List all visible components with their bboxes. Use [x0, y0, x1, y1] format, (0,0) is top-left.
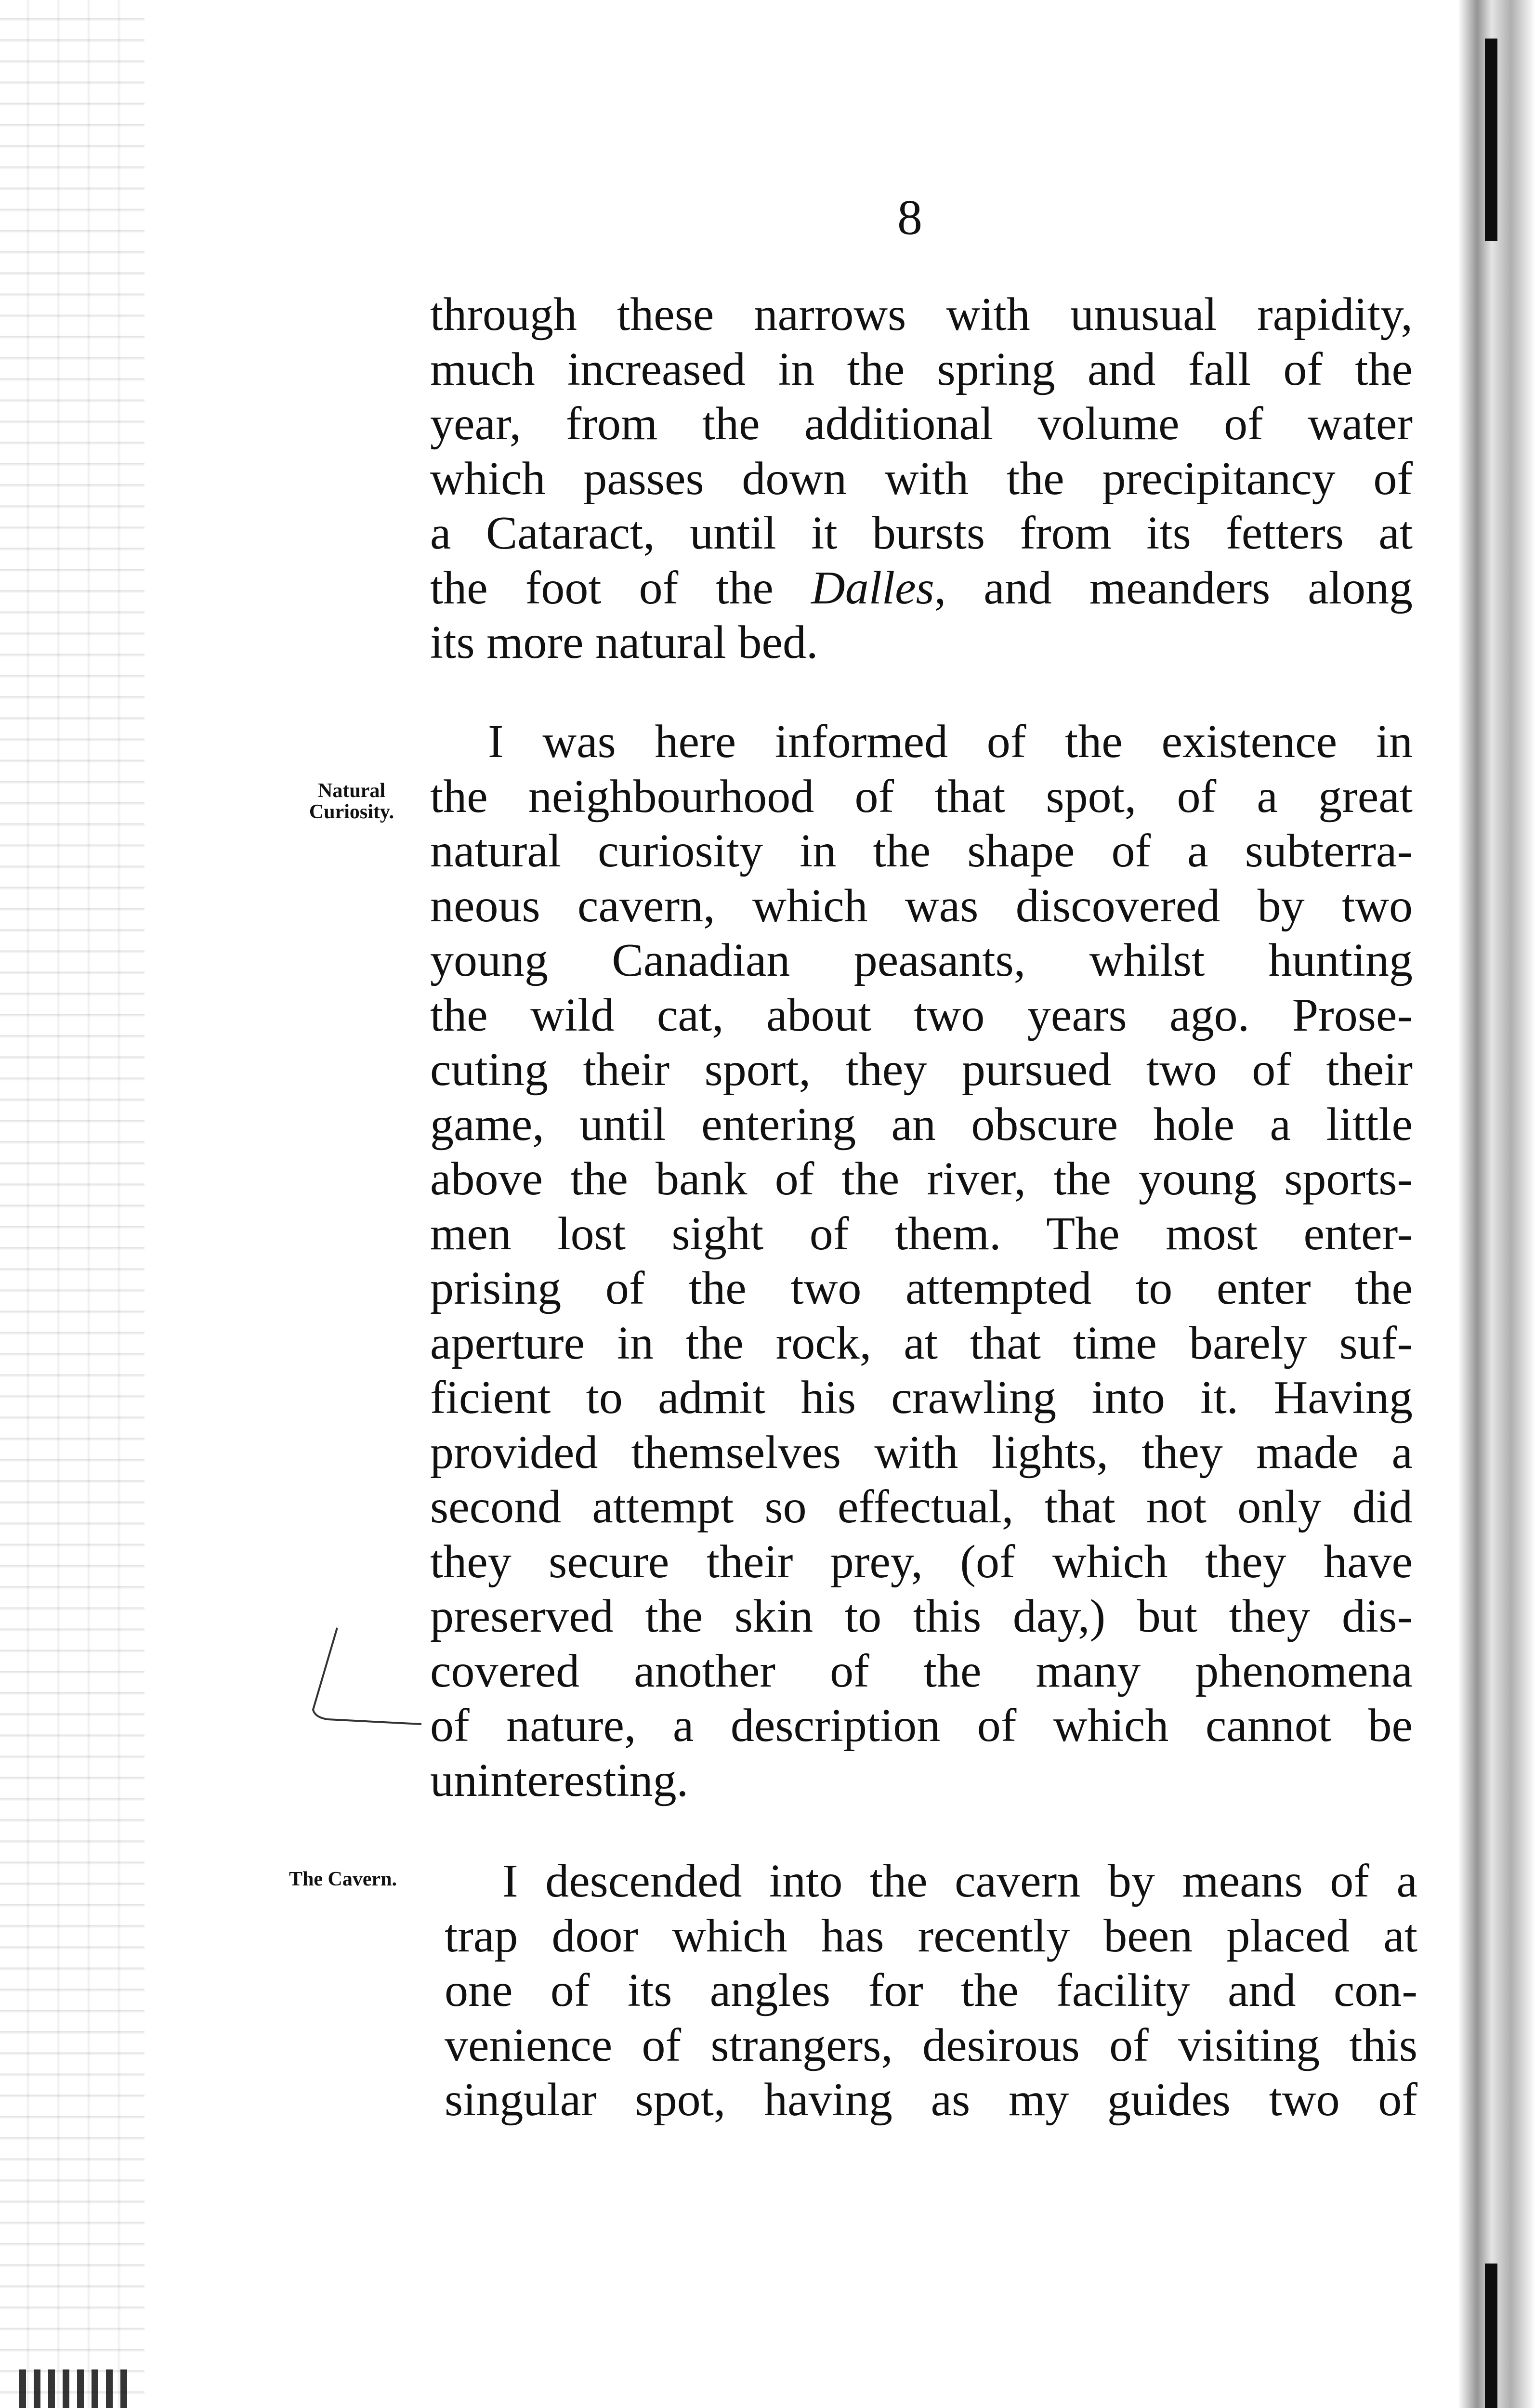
margin-note-the-cavern: The Cavern. [289, 1868, 397, 1890]
text-line: uninteresting. [430, 1754, 689, 1806]
text-line: venience of strangers, desirous of visiting this [445, 2019, 1417, 2071]
text-line: covered another of the many phenomena [430, 1645, 1413, 1697]
text-line: trap door which has recently been placed at [445, 1910, 1417, 1962]
text-line: I was here informed of the existence in [488, 716, 1413, 768]
text-line: year, from the additional volume of water [430, 398, 1413, 450]
scan-binding-shadow [19, 2369, 130, 2408]
text-line: which passes down with the precipitancy of [430, 452, 1413, 505]
text-line: above the bank of the river, the young sports- [430, 1153, 1413, 1205]
text-line: they secure their prey, (of which they have [430, 1535, 1413, 1588]
scan-binding-edge-left [0, 0, 144, 2408]
margin-note-line: Curiosity. [309, 801, 394, 823]
text-line: of nature, a description of which cannot be [430, 1700, 1413, 1752]
margin-note-line: Natural [318, 780, 385, 802]
text-line: one of its angles for the facility and con- [445, 1964, 1417, 2016]
margin-note-natural-curiosity [294, 780, 409, 823]
text-line: the foot of the Dalles, and meanders along [430, 562, 1413, 614]
text-line: aperture in the rock, at that time barely suf- [430, 1317, 1413, 1369]
page-number: 8 [897, 190, 923, 245]
pencil-bracket-mark [308, 1623, 424, 1729]
scan-edge-mark-bottom [1485, 2264, 1497, 2408]
text-line: singular spot, having as my guides two of [445, 2074, 1417, 2126]
text-line: I descended into the cavern by means of a [502, 1855, 1417, 1907]
text-line: young Canadian peasants, whilst hunting [430, 934, 1413, 986]
text-line: the wild cat, about two years ago. Prose- [430, 989, 1413, 1041]
text-line: much increased in the spring and fall of the [430, 343, 1413, 395]
text-line: prising of the two attempted to enter the [430, 1262, 1413, 1314]
text-line: through these narrows with unusual rapidity, [430, 288, 1413, 340]
text-line: men lost sight of them. The most enter- [430, 1207, 1413, 1260]
text-line: its more natural bed. [430, 616, 818, 668]
text-line: provided themselves with lights, they made a [430, 1426, 1413, 1479]
paragraph-1 [430, 288, 1413, 670]
scan-page-edge-right [1458, 0, 1535, 2408]
text-line: natural curiosity in the shape of a subterra- [430, 825, 1413, 877]
scan-edge-mark-top [1485, 39, 1497, 241]
text-line: game, until entering an obscure hole a little [430, 1098, 1413, 1151]
paragraph-3 [445, 1854, 1417, 2128]
text-line: the neighbourhood of that spot, of a great [430, 770, 1413, 823]
text-line: a Cataract, until it bursts from its fetters at [430, 507, 1413, 559]
text-line: preserved the skin to this day,) but they dis- [430, 1590, 1413, 1642]
text-line: ficient to admit his crawling into it. Having [430, 1372, 1413, 1424]
text-line: neous cavern, which was discovered by two [430, 879, 1413, 932]
text-line: second attempt so effectual, that not only did [430, 1481, 1413, 1533]
paragraph-2 [430, 715, 1413, 1808]
text-line: cuting their sport, they pursued two of their [430, 1044, 1413, 1096]
